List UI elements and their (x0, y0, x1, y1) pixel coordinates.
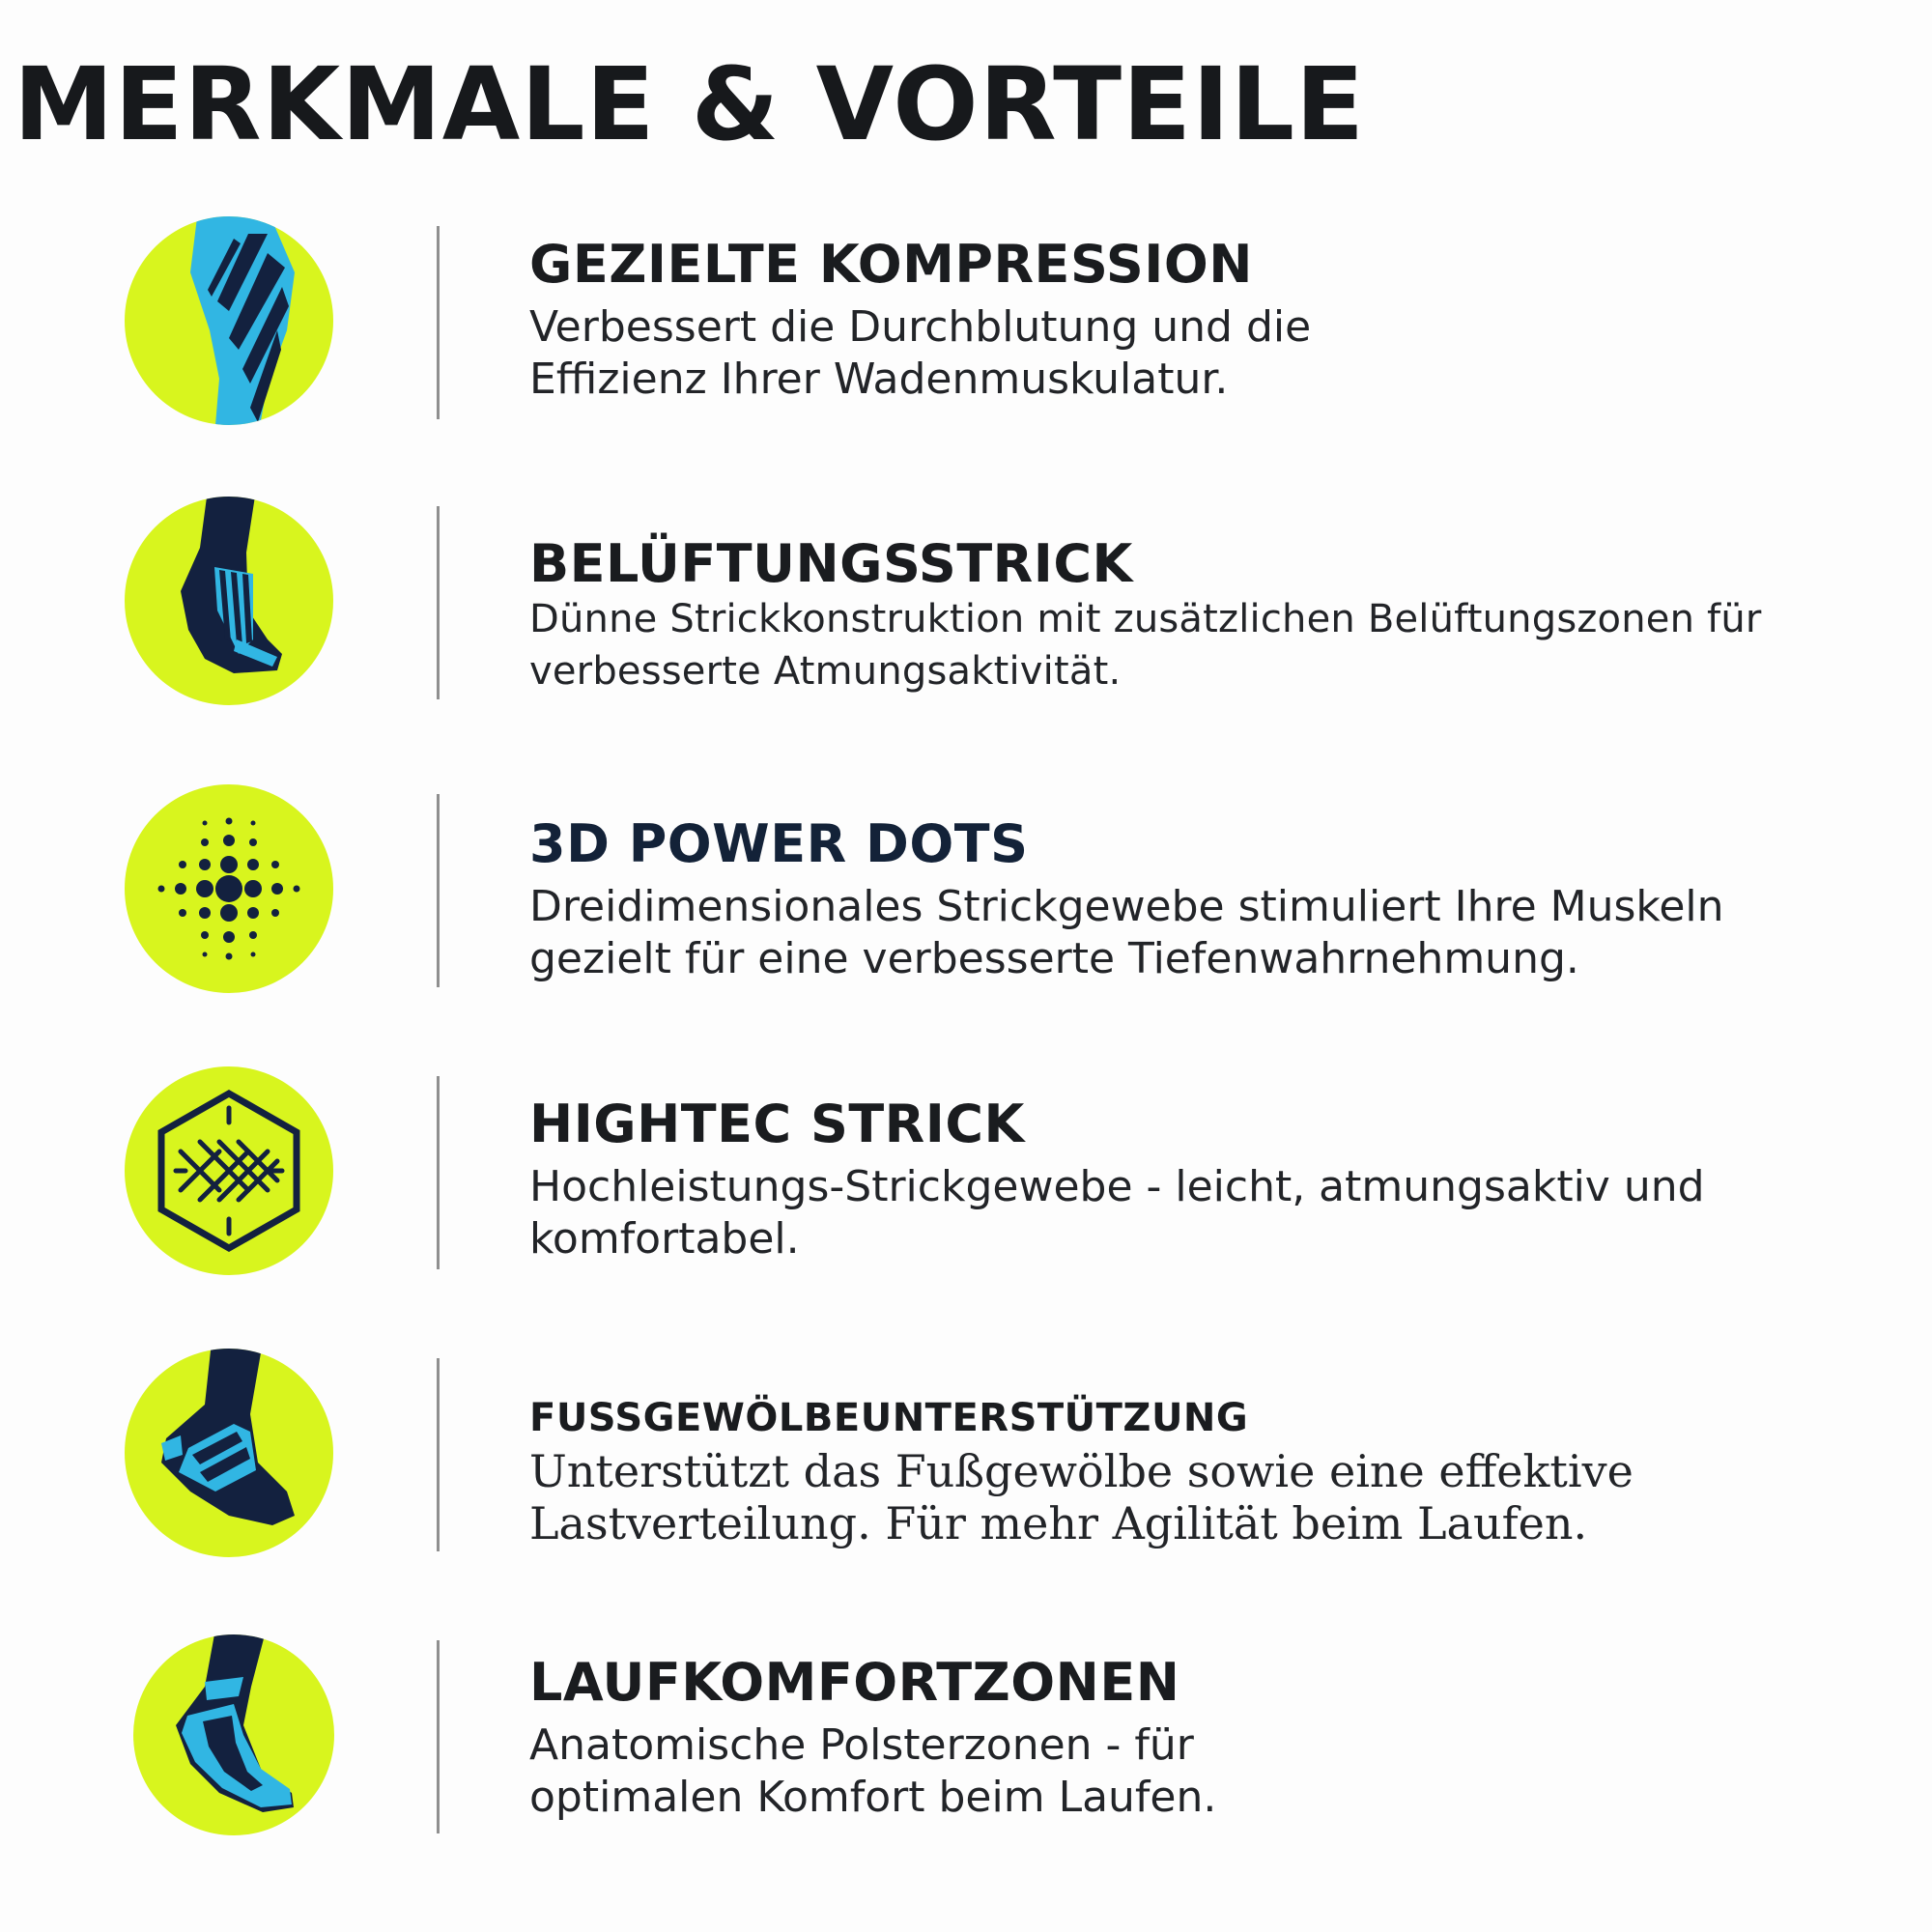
feature-desc-line: komfortabel. (529, 1214, 800, 1264)
ventilated-sock-icon (123, 495, 335, 707)
feature-title: 3D POWER DOTS (529, 813, 1029, 874)
feature-desc-line: verbesserte Atmungsaktivität. (529, 649, 1122, 694)
feature-title: LAUFKOMFORTZONEN (529, 1652, 1180, 1713)
feature-description (529, 301, 1901, 406)
feature-item-comfort-zones (0, 1629, 1932, 1880)
feature-item-compression (0, 214, 1932, 466)
feature-title: FUSSGEWÖLBEUNTERSTÜTZUNG (529, 1396, 1249, 1440)
feature-desc-line: gezielt für eine verbesserte Tiefenwahrnehmung. (529, 934, 1579, 983)
divider (437, 506, 440, 699)
arch-support-sock-icon (123, 1347, 335, 1559)
cushion-zone-sock-icon (128, 1629, 340, 1841)
feature-description (529, 1161, 1901, 1265)
divider (437, 226, 440, 419)
feature-title: GEZIELTE KOMPRESSION (529, 234, 1253, 295)
feature-description (529, 593, 1901, 697)
divider (437, 1640, 440, 1833)
feature-item-hightec-knit (0, 1065, 1932, 1316)
feature-description (529, 1719, 1901, 1824)
feature-desc-line: Dünne Strickkonstruktion mit zusätzlichen Belüftungszonen für (529, 597, 1762, 641)
page-title: MERKMALE & VORTEILE (14, 45, 1366, 163)
feature-desc-line: Dreidimensionales Strickgewebe stimuliert Ihre Muskeln (529, 882, 1724, 931)
feature-desc-line: Anatomische Polsterzonen - für (529, 1720, 1194, 1770)
feature-description (529, 881, 1901, 985)
feature-item-arch-support (0, 1347, 1932, 1598)
feature-item-power-dots (0, 782, 1932, 1034)
calf-compression-icon (123, 214, 335, 427)
feature-item-ventilation (0, 495, 1932, 746)
hexagon-knit-icon (123, 1065, 335, 1277)
feature-title: BELÜFTUNGSSTRICK (529, 533, 1133, 594)
feature-desc-line: Lastverteilung. Für mehr Agilität beim Laufen. (529, 1497, 1588, 1549)
divider (437, 1076, 440, 1269)
feature-desc-line: Effizienz Ihrer Wadenmuskulatur. (529, 355, 1229, 404)
divider (437, 794, 440, 987)
feature-description (529, 1445, 1901, 1549)
feature-desc-line: Unterstützt das Fußgewölbe sowie eine effektive (529, 1445, 1634, 1497)
feature-title: HIGHTEC STRICK (529, 1094, 1025, 1154)
power-dots-icon (123, 782, 335, 995)
feature-desc-line: Verbessert die Durchblutung und die (529, 302, 1312, 352)
divider (437, 1358, 440, 1551)
feature-desc-line: optimalen Komfort beim Laufen. (529, 1773, 1217, 1822)
feature-desc-line: Hochleistungs-Strickgewebe - leicht, atmungsaktiv und (529, 1162, 1705, 1211)
